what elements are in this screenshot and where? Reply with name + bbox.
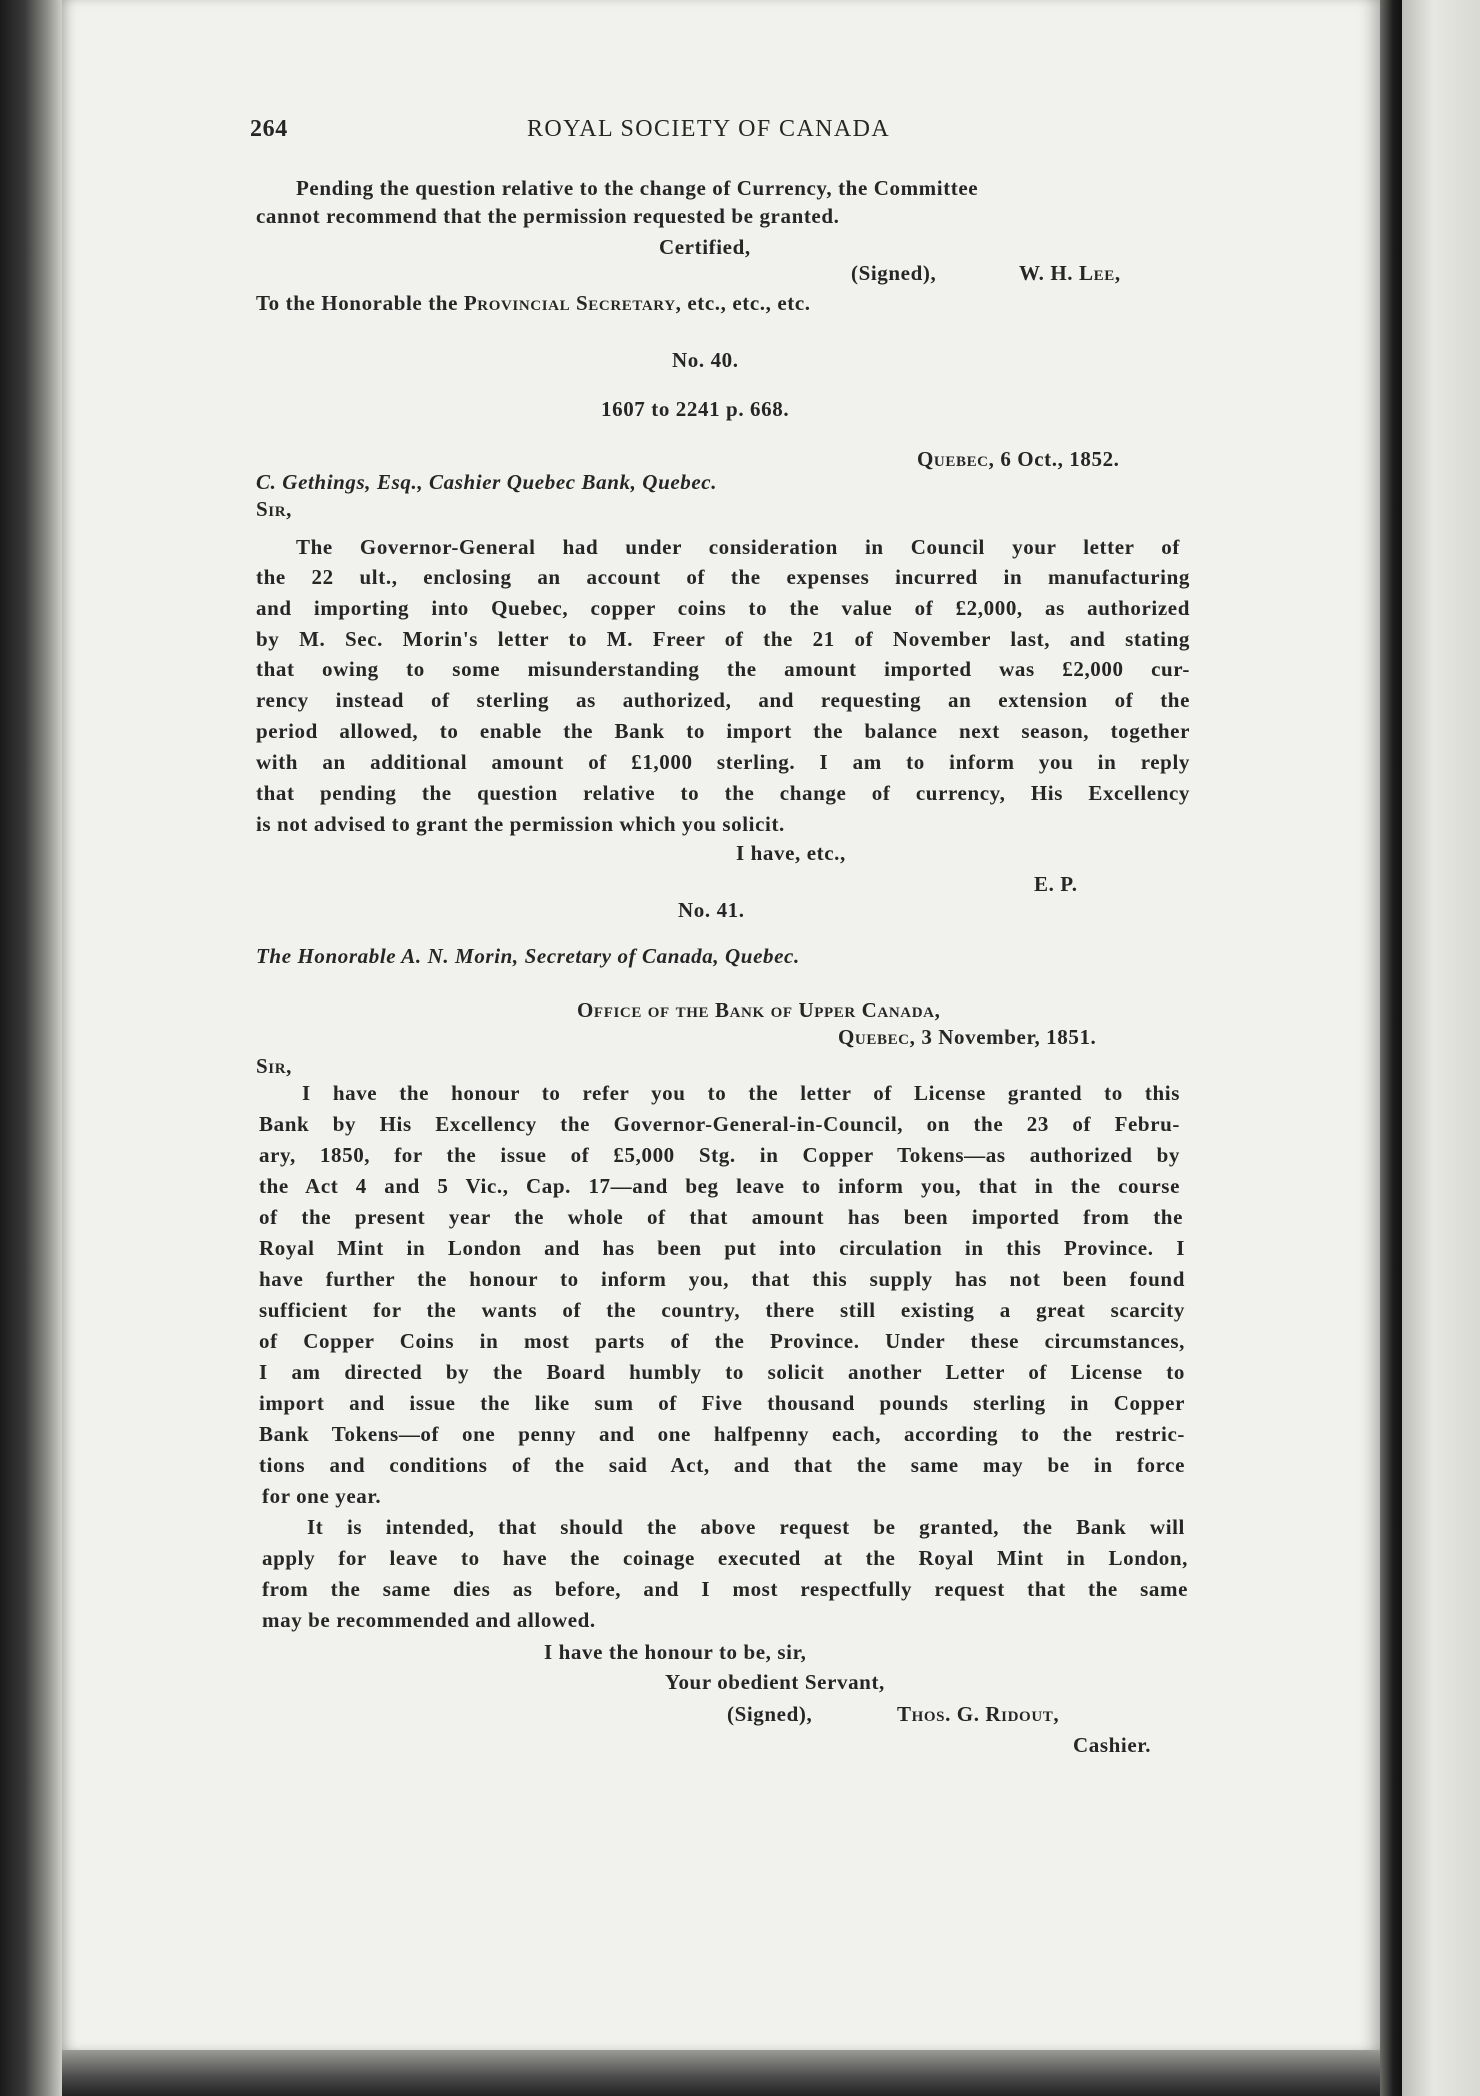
letter-addressee: C. Gethings, Esq., Cashier Quebec Bank, Quebec. (256, 470, 718, 494)
body-line: with an additional amount of £1,000 sterling. I am to inform you in reply (256, 750, 1190, 774)
body-line: have further the honour to inform you, that this supply has not been found (259, 1267, 1185, 1291)
letter-addressee: The Honorable A. N. Morin, Secretary of Canada, Quebec. (256, 944, 800, 968)
body-line: of Copper Coins in most parts of the Province. Under these circumstances, (259, 1329, 1185, 1353)
document-number: No. 41. (678, 898, 745, 922)
addressee-title: Provincial Secretary, (463, 291, 682, 315)
body-line: from the same dies as before, and I most respectfully request that the same (262, 1577, 1188, 1601)
date: 6 Oct., 1852. (1000, 447, 1120, 471)
body-line: Royal Mint in London and has been put into circulation in this Province. I (259, 1236, 1185, 1260)
addressee-line (256, 290, 811, 316)
body-line: I have the honour to refer you to the letter of License granted to this (302, 1081, 1180, 1105)
office-line: Office of the Bank of Upper Canada, (577, 998, 941, 1022)
body-line: Bank by His Excellency the Governor-General-in-Council, on the 23 of Febru- (259, 1112, 1180, 1136)
initials: E. P. (1034, 872, 1078, 896)
body-line: and importing into Quebec, copper coins to the value of £2,000, as authorized (256, 596, 1190, 620)
body-line: the 22 ult., enclosing an account of the expenses incurred in manufacturing (256, 565, 1190, 589)
closing: I have, etc., (736, 841, 846, 865)
date: 3 November, 1851. (921, 1025, 1097, 1049)
body-line: rency instead of sterling as authorized, and requesting an extension of the (256, 688, 1190, 712)
body-line: is not advised to grant the permission which you solicit. (256, 812, 785, 836)
body-line: ary, 1850, for the issue of £5,000 Stg. in Copper Tokens—as authorized by (259, 1143, 1180, 1167)
body-line: for one year. (262, 1484, 382, 1508)
facing-page-edge (1402, 0, 1480, 2096)
signatory-role: Cashier. (1073, 1733, 1152, 1757)
running-title: ROYAL SOCIETY OF CANADA (527, 116, 891, 142)
salutation: Sir, (256, 1054, 292, 1078)
body-line: Bank Tokens—of one penny and one halfpenny each, according to the restric- (259, 1422, 1185, 1446)
body-line: that owing to some misunderstanding the amount imported was £2,000 cur- (256, 657, 1190, 681)
document-number: No. 40. (672, 348, 739, 372)
page-bottom-edge (62, 2050, 1380, 2096)
place: Quebec, (838, 1025, 916, 1049)
body-line: It is intended, that should the above request be granted, the Bank will (307, 1515, 1185, 1539)
page-number: 264 (250, 116, 288, 142)
body-line: may be recommended and allowed. (262, 1608, 596, 1632)
body-line: of the present year the whole of that amount has been imported from the (259, 1205, 1183, 1229)
body-line: import and issue the like sum of Five thousand pounds sterling in Copper (259, 1391, 1185, 1415)
prior-letter-line: Pending the question relative to the change of Currency, the Committee (296, 176, 979, 200)
body-line: by M. Sec. Morin's letter to M. Freer of the 21 of November last, and stating (256, 627, 1190, 651)
place-date (838, 1024, 1096, 1050)
body-line: that pending the question relative to the change of currency, His Excellency (256, 781, 1190, 805)
document-reference: 1607 to 2241 p. 668. (601, 397, 790, 421)
signatory-name: W. H. Lee, (1019, 261, 1121, 285)
closing: Your obedient Servant, (665, 1670, 885, 1694)
certified-label: Certified, (659, 235, 751, 259)
body-line: The Governor-General had under consideration in Council your letter of (296, 535, 1180, 559)
closing: I have the honour to be, sir, (544, 1640, 807, 1664)
prior-letter-line: cannot recommend that the permission requested be granted. (256, 204, 840, 228)
addressee-suffix: etc., etc., etc. (687, 291, 811, 315)
body-line: apply for leave to have the coinage executed at the Royal Mint in London, (262, 1546, 1188, 1570)
place: Quebec, (917, 447, 995, 471)
signatory-name: Thos. G. Ridout, (897, 1702, 1060, 1726)
signed-label: (Signed), (727, 1702, 813, 1726)
signed-label: (Signed), (851, 261, 937, 285)
body-line: I am directed by the Board humbly to solicit another Letter of License to (259, 1360, 1185, 1384)
body-line: sufficient for the wants of the country, there still existing a great scarcity (259, 1298, 1185, 1322)
body-line: period allowed, to enable the Bank to import the balance next season, together (256, 719, 1190, 743)
place-date (917, 446, 1120, 472)
addressee-prefix: To the Honorable the (256, 291, 458, 315)
body-line: tions and conditions of the said Act, and that the same may be in force (259, 1453, 1185, 1477)
book-left-edge (0, 0, 62, 2096)
book-gutter (1380, 0, 1402, 2096)
salutation: Sir, (256, 497, 292, 521)
body-line: the Act 4 and 5 Vic., Cap. 17—and beg leave to inform you, that in the course (259, 1174, 1180, 1198)
